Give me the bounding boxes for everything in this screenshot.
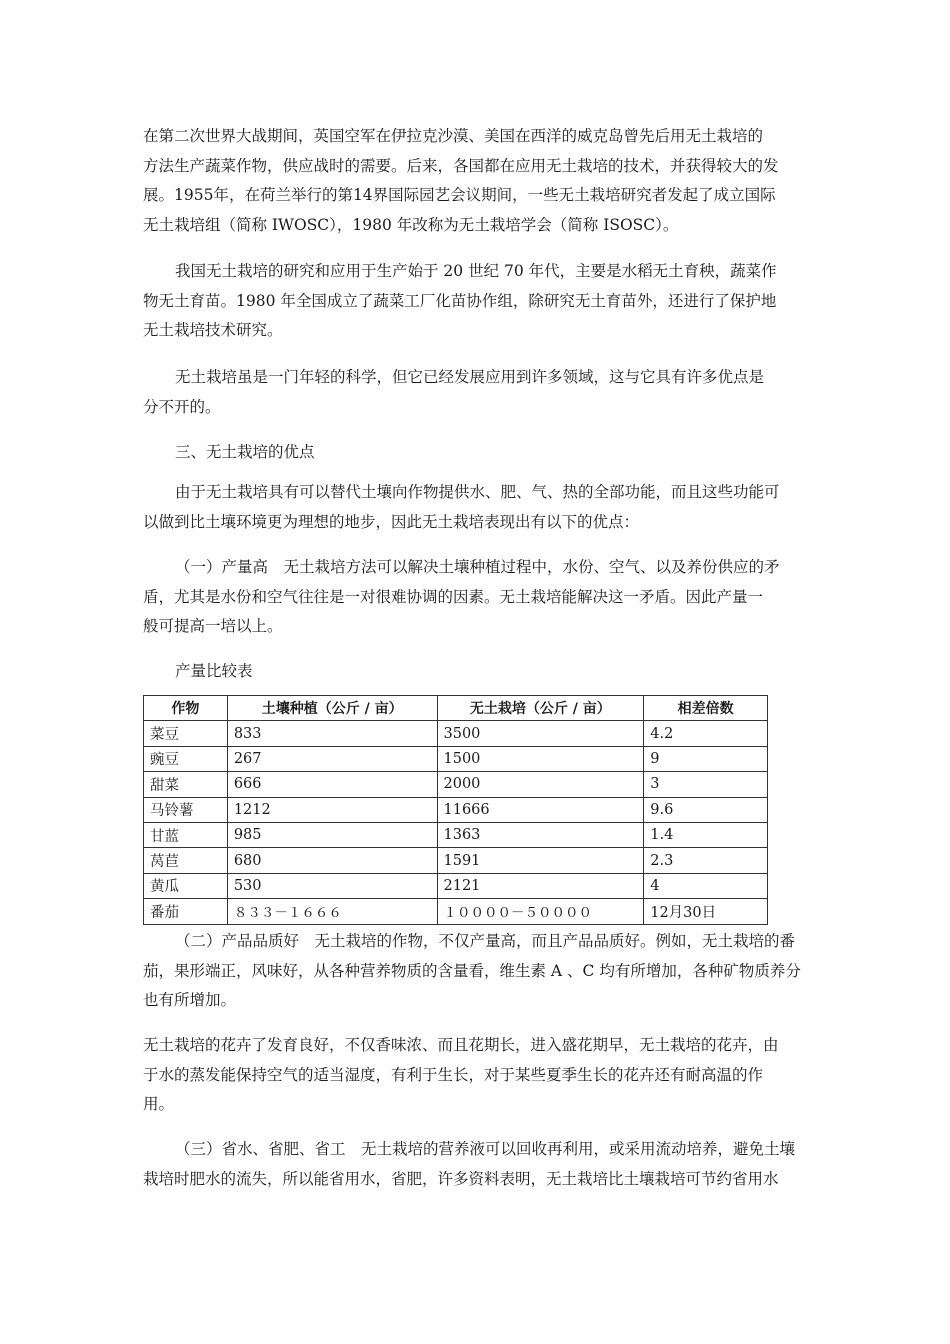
header-soil-yield: 土壤种植（公斤 / 亩） — [227, 696, 437, 721]
table-caption: 产量比较表 — [175, 662, 253, 680]
cell-soil: 985 — [227, 822, 437, 847]
text-line: 盾，尤其是水份和空气往往是一对很难协调的因素。无土栽培能解决这一矛盾。因此产量一 — [143, 587, 764, 606]
text-line: 茄，果形端正，风味好，从各种营养物质的含量看，维生素 A 、C 均有所增加，各种矿物质养分 — [143, 961, 801, 980]
cell-ratio: 9.6 — [644, 797, 768, 822]
cell-crop: 马铃薯 — [144, 797, 228, 822]
cell-ratio: 2.3 — [644, 848, 768, 873]
yield-comparison-table — [143, 695, 768, 925]
text-line: 方法生产蔬菜作物，供应战时的需要。后来，各国都在应用无土栽培的技术，并获得较大的发 — [143, 156, 779, 175]
text-line: 分不开的。 — [143, 397, 221, 416]
cell-soilless: 2000 — [437, 772, 644, 797]
text-line: 无土栽培技术研究。 — [143, 321, 283, 339]
cell-soilless: 2121 — [437, 873, 644, 898]
table-row — [144, 721, 768, 746]
cell-crop: 甜菜 — [144, 772, 228, 797]
text-line: 用。 — [143, 1095, 175, 1113]
cell-ratio: 9 — [644, 746, 768, 771]
cell-soil: 666 — [227, 772, 437, 797]
cell-soil: 267 — [227, 746, 437, 771]
cell-soilless: 11666 — [437, 797, 644, 822]
table-row — [144, 899, 768, 924]
header-crop: 作物 — [144, 696, 228, 721]
cell-crop: 豌豆 — [144, 746, 228, 771]
cell-soil: ８３３－１６６６ — [227, 899, 437, 924]
cell-ratio: 3 — [644, 772, 768, 797]
text-line: 以做到比土壤环境更为理想的地步，因此无土栽培表现出有以下的优点： — [143, 512, 640, 531]
text-line: （一）产量高 无土栽培方法可以解决土壤种植过程中，水份、空气、以及养份供应的矛 — [175, 558, 780, 576]
text-line: 般可提高一培以上。 — [143, 617, 283, 635]
table-header-row — [144, 696, 768, 721]
table-row — [144, 822, 768, 847]
cell-soilless: 3500 — [437, 721, 644, 746]
text-line: 无土栽培的花卉了发育良好，不仅香味浓、而且花期长，进入盛花期早，无土栽培的花卉，由 — [143, 1036, 779, 1054]
text-line: （二）产品品质好 无土栽培的作物，不仅产量高，而且产品品质好。例如，无土栽培的番 — [175, 932, 796, 950]
cell-soilless: 1363 — [437, 822, 644, 847]
text-line: 在第二次世界大战期间，英国空军在伊拉克沙漠、美国在西洋的威克岛曾先后用无土栽培的 — [143, 127, 764, 145]
cell-ratio: 12月30日 — [644, 899, 768, 924]
cell-crop: 莴苣 — [144, 848, 228, 873]
cell-crop: 菜豆 — [144, 721, 228, 746]
cell-soil: 833 — [227, 721, 437, 746]
cell-crop: 番茄 — [144, 899, 228, 924]
cell-soilless: 1500 — [437, 746, 644, 771]
paragraph-advantages-intro — [143, 478, 808, 537]
text-line: 也有所增加。 — [143, 991, 237, 1009]
cell-soil: 1212 — [227, 797, 437, 822]
text-line: 无土栽培组（简称 IWOSC），1980 年改称为无土栽培学会（简称 ISOSC）。 — [143, 215, 679, 234]
text-line: （三）省水、省肥、省工 无土栽培的营养液可以回收再利用，或采用流动培养，避免土壤 — [175, 1140, 796, 1158]
table-row — [144, 772, 768, 797]
section-heading-advantages: 三、无土栽培的优点 — [175, 443, 315, 461]
text-line: 栽培时肥水的流失，所以能省用水，省肥，许多资料表明，无土栽培比土壤栽培可节约省用水 — [143, 1169, 779, 1188]
paragraph-high-yield — [143, 553, 808, 642]
text-line: 我国无土栽培的研究和应用于生产始于 20 世纪 70 年代，主要是水稻无土育秧，蔬菜作 — [175, 262, 777, 280]
cell-crop: 黄瓜 — [144, 873, 228, 898]
text-line: 由于无土栽培具有可以替代土壤向作物提供水、肥、气、热的全部功能，而且这些功能可 — [175, 483, 780, 501]
table-row — [144, 746, 768, 771]
cell-ratio: 1.4 — [644, 822, 768, 847]
header-soilless-yield: 无土栽培（公斤 / 亩） — [437, 696, 644, 721]
paragraph-savings — [143, 1135, 808, 1194]
cell-soil: 530 — [227, 873, 437, 898]
header-ratio: 相差倍数 — [644, 696, 768, 721]
table-row — [144, 873, 768, 898]
paragraph-quality — [143, 927, 808, 1016]
cell-soilless: １００００－５００００ — [437, 899, 644, 924]
text-line: 物无土育苗。1980 年全国成立了蔬菜工厂化苗协作组，除研究无土育苗外，还进行了保护地 — [143, 291, 777, 310]
cell-soilless: 1591 — [437, 848, 644, 873]
cell-soil: 680 — [227, 848, 437, 873]
cell-crop: 甘蓝 — [144, 822, 228, 847]
cell-ratio: 4 — [644, 873, 768, 898]
paragraph-china-history — [143, 257, 808, 346]
cell-ratio: 4.2 — [644, 721, 768, 746]
text-line: 展。1955年，在荷兰举行的第14界国际园艺会议期间，一些无土栽培研究者发起了成立国际 — [143, 186, 776, 204]
paragraph-flowers — [143, 1031, 808, 1120]
table-row — [144, 797, 768, 822]
text-line: 无土栽培虽是一门年轻的科学，但它已经发展应用到许多领域，这与它具有许多优点是 — [175, 368, 765, 386]
paragraph-wwii-history — [143, 122, 808, 240]
paragraph-young-science — [143, 363, 808, 422]
text-line: 于水的蒸发能保持空气的适当湿度，有利于生长，对于某些夏季生长的花卉还有耐高温的作 — [143, 1065, 764, 1084]
table-row — [144, 848, 768, 873]
